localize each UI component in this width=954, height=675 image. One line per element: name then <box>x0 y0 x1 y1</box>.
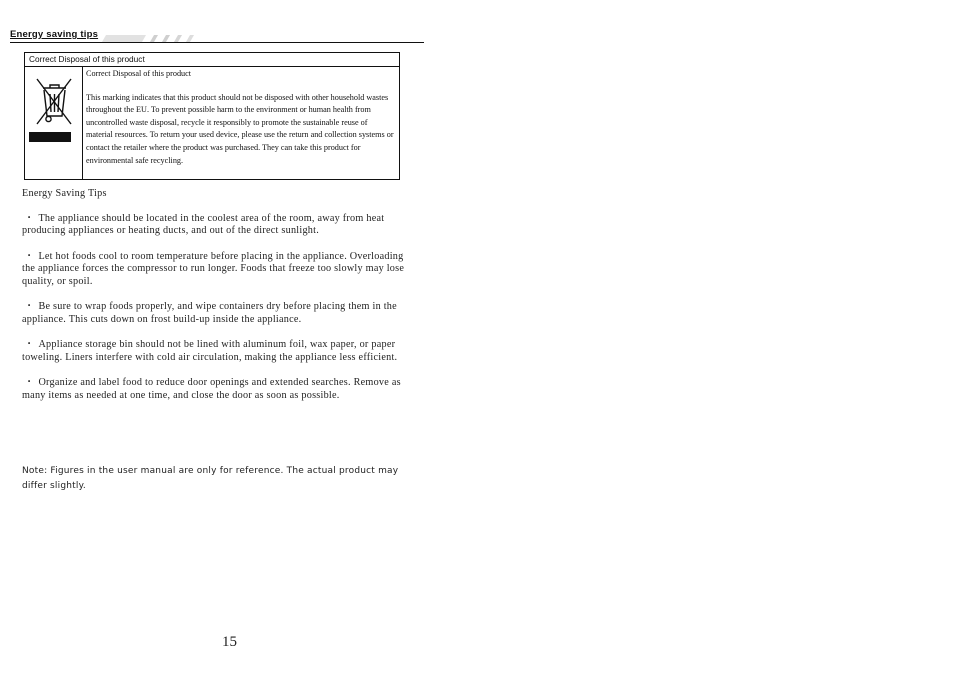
disposal-box-title: Correct Disposal of this product <box>25 53 399 67</box>
tips-heading: Energy Saving Tips <box>22 188 107 199</box>
disposal-body: This marking indicates that this product should not be disposed with other household wastes throughout the EU. To prevent possible harm to the environment or human health from uncontrolled waste disposal, recycle it responsibly to promote the sustainable reuse of material resources. To return your used device, please use the return and collection systems or contact the retailer where the product was purchased. They can take this product for environmental safe recycling. <box>86 92 394 165</box>
tip-text: Organize and label food to reduce door openings and extended searches. Remove as many items as needed at one time, and close the door as soon as possible. <box>22 377 401 401</box>
disposal-subtitle: Correct Disposal of this product <box>86 69 192 78</box>
tip-item <box>22 213 406 238</box>
tip-item <box>22 339 406 364</box>
disposal-icon-cell <box>25 66 83 180</box>
bullet: ・ <box>24 339 35 351</box>
section-title: Energy saving tips <box>10 29 99 40</box>
disposal-text-block <box>86 68 396 167</box>
disposal-notice-box <box>24 52 400 180</box>
tip-text: Let hot foods cool to room temperature before placing in the appliance. Overloading the appliance forces the compressor to run longer. Foods that freeze too slowly may lose quality, or spoil. <box>22 250 405 288</box>
section-header <box>10 29 424 43</box>
decorative-stripes <box>102 34 212 42</box>
crossed-out-wheelie-bin-icon <box>35 76 73 126</box>
bullet: ・ <box>24 301 35 313</box>
black-bar-marking <box>29 132 71 142</box>
tip-text: The appliance should be located in the coolest area of the room, away from heat producing appliances or heating ducts, and out of the direct sunlight. <box>22 212 385 237</box>
page-number: 15 <box>222 634 237 650</box>
tip-text: Be sure to wrap foods properly, and wipe containers dry before placing them in the appliance. This cuts down on frost build-up inside the appliance. <box>22 301 397 325</box>
bullet: ・ <box>24 250 35 262</box>
bullet: ・ <box>24 377 35 389</box>
reference-note: Note: Figures in the user manual are only for reference. The actual product may differ slightly. <box>22 466 399 491</box>
energy-saving-tips <box>22 188 406 415</box>
tip-item <box>22 251 406 289</box>
tip-item <box>22 301 406 326</box>
bullet: ・ <box>24 212 35 224</box>
tip-text: Appliance storage bin should not be lined with aluminum foil, wax paper, or paper toweling. Liners interfere with cold air circulation, making the appliance less efficient. <box>22 339 398 363</box>
header-divider <box>10 42 424 43</box>
tip-item <box>22 377 406 402</box>
